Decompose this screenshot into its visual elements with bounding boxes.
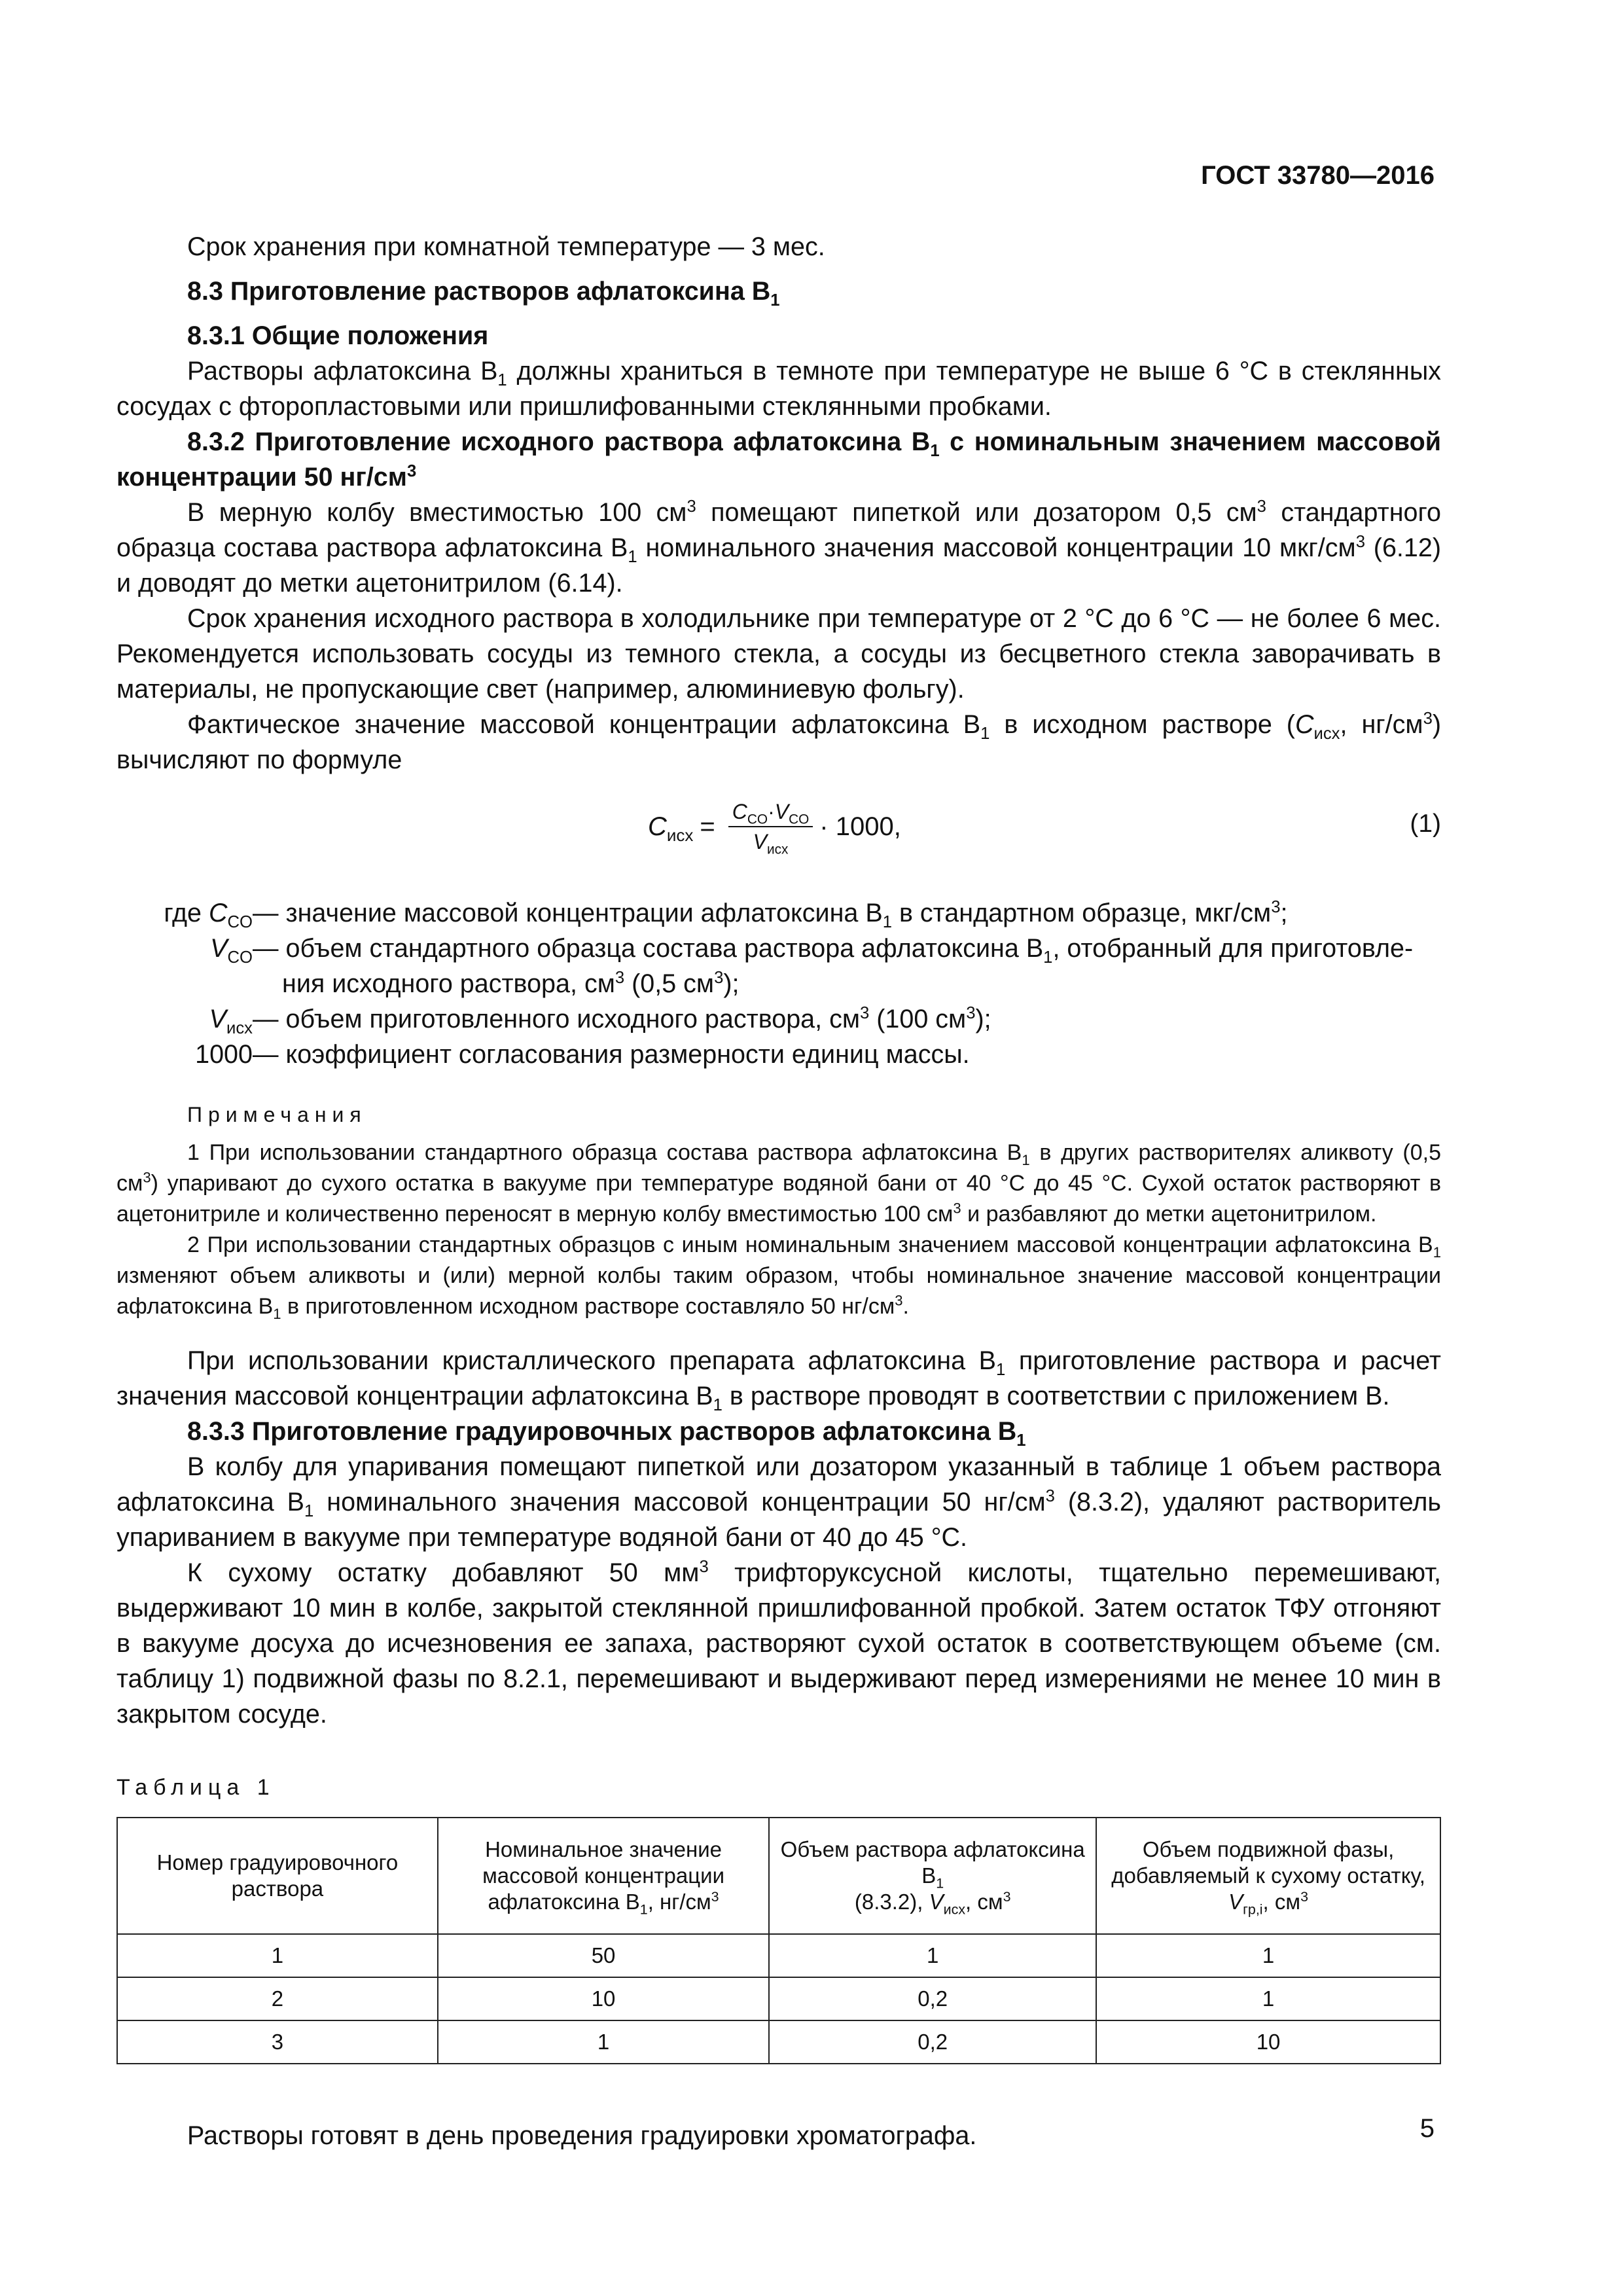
- page-number: 5: [1419, 2114, 1435, 2143]
- paragraph-flask: В мерную колбу вместимостью 100 $см^3$ помещают пипеткой или дозатором 0,5 $см^3$ стандартного образца состава раствора афлатоксина $B_1$ номинального значения массовой концентрации 10 мкг/$см^3$ (6.12) и доводят до метки ацетонитрилом (6.14).: [116, 497, 1441, 598]
- table-row: [117, 1977, 1440, 2020]
- paragraph-storage-fridge: Срок хранения исходного раствора в холодильнике при температуре от 2 °C до 6 °C — не более 6 мес. Рекомендуется использовать сосуды из темного стекла, а сосуды из бесцветного стекла заворачивать в материалы, не пропускающие свет (например, алюминиевую фольгу).: [116, 604, 1441, 704]
- formula-legend: [116, 895, 1441, 1072]
- standard-code: ГОСТ 33780—2016: [1201, 161, 1435, 190]
- legend-item-v-co-cont: ния исходного раствора, $см^3$ (0,5 $см^3$);: [282, 968, 740, 998]
- heading-8-3-2: 8.3.2 Приготовление исходного раствора афлатоксина $B_1$ с номинальным значением массовой концентрации 50 $нг/см^3$: [116, 427, 1442, 492]
- table-cell: 1: [1096, 1934, 1440, 1977]
- note-1: 1 При использовании стандартного образца состава раствора афлатоксина $B_1$ в других растворителях аликвоту (0,5 $см^3$) упаривают до сухого остатка в вакууме при температуре водяной бани от 40 °C до 45 °C. Сухой остаток растворяют в ацетонитриле и количественно переносят в мерную колбу вместимостью 100 $см^3$ и разбавляют до метки ацетонитрилом.: [116, 1140, 1441, 1227]
- table-cell: 0,2: [769, 1977, 1096, 2020]
- table-1: [116, 1817, 1441, 2064]
- table-cell: 50: [438, 1934, 770, 1977]
- table-header-concentration: Номинальное значение массовой концентрации афлатоксина $B_1$, $нг/см^3$: [438, 1818, 770, 1934]
- table-label: Таблица 1: [116, 1775, 276, 1800]
- formula-expression: $C_{исх}$ = $\frac{C_{CO}\cdot V_{CO}}{V_{исх}}$ · 1000,: [648, 800, 901, 857]
- table-row: [117, 2020, 1440, 2064]
- formula-fraction: $\frac{C_{CO}\cdot V_{CO}}{V_{исх}}$: [728, 798, 813, 855]
- paragraph-crystal: При использовании кристаллического препарата афлатоксина $B_1$ приготовление раствора и расчет значения массовой концентрации афлатоксина $B_1$ в растворе проводят в соответствии с приложением В.: [116, 1346, 1441, 1414]
- formula-number: (1): [1410, 810, 1441, 838]
- paragraph-tfa: К сухому остатку добавляют 50 $мм^3$ трифторуксусной кислоты, тщательно перемешивают, выдерживают 10 мин в колбе, закрытой стеклянной пришлифованной пробкой. Затем остаток ТФУ отгоняют в вакууме досуха до исчезновения ее запаха, растворяют сухой остаток в соответствующем объеме (см. таблицу 1) подвижной фазы по 8.2.1, перемешивают и выдерживают перед измерениями не менее 10 мин в закрытом сосуде.: [116, 1557, 1441, 1729]
- table-cell: 10: [1096, 2020, 1440, 2064]
- heading-8-3: 8.3 Приготовление растворов афлатоксина $B_1$: [187, 277, 780, 310]
- table-header-row: [117, 1818, 1440, 1934]
- table-cell: 1: [117, 1934, 438, 1977]
- paragraph-calibration-day: Растворы готовят в день проведения градуировки хроматографа.: [187, 2121, 977, 2150]
- paragraph-general: Растворы афлатоксина $B_1$ должны храниться в темноте при температуре не выше 6 °C в стеклянных сосудах с фторопластовыми или пришлифованными стеклянными пробками.: [116, 357, 1441, 421]
- table-cell: 2: [117, 1977, 438, 2020]
- legend-item-v-co: $V_{CO}$ — объем стандартного образца состава раствора афлатоксина $B_1$, отобранный для приготовле-: [210, 934, 1414, 967]
- notes-heading: Примечания: [187, 1103, 367, 1126]
- table-header-volume-solution: Объем раствора афлатоксина $B_1$ (8.3.2), $V_{исх}$, $см^3$: [769, 1818, 1096, 1934]
- table-cell: 1: [438, 2020, 770, 2064]
- document-body: [116, 229, 1441, 2153]
- note-2: 2 При использовании стандартных образцов с иным номинальным значением массовой концентрации афлатоксина $B_1$ изменяют объем аликвоты и (или) мерной колбы таким образом, чтобы номинальное значение массовой концентрации афлатоксина $B_1$ в приготовленном исходном растворе составляло 50 $нг/см^3$.: [116, 1232, 1441, 1322]
- heading-8-3-3: 8.3.3 Приготовление градуировочных растворов афлатоксина $B_1$: [187, 1417, 1026, 1450]
- table-row: [117, 1934, 1440, 1977]
- paragraph-evaporation: В колбу для упаривания помещают пипеткой или дозатором указанный в таблице 1 объем раствора афлатоксина $B_1$ номинального значения массовой концентрации 50 $нг/см^3$ (8.3.2), удаляют растворитель упариванием в вакууме при температуре водяной бани от 40 до 45 °C.: [116, 1452, 1441, 1552]
- table-header-volume-mobile-phase: Объем подвижной фазы, добавляемый к сухому остатку, $V_{гр,i}$, $см^3$: [1096, 1818, 1440, 1934]
- table-cell: 1: [769, 1934, 1096, 1977]
- legend-item-c-co: где $C_{CO}$ — значение массовой концентрации афлатоксина $B_1$ в стандартном образце, мкг/$см^3$;: [164, 897, 1288, 931]
- legend-item-1000: 1000 — коэффициент согласования размерности единиц массы.: [195, 1040, 970, 1069]
- table-cell: 10: [438, 1977, 770, 2020]
- table-cell: 3: [117, 2020, 438, 2064]
- paragraph-actual-value: Фактическое значение массовой концентрации афлатоксина $B_1$ в исходном растворе ($C_{исх}$, $нг/см^3$) вычисляют по формуле: [116, 709, 1441, 774]
- legend-item-v-isx: $V_{исх}$ — объем приготовленного исходного раствора, $см^3$ (100 $см^3$);: [209, 1003, 991, 1037]
- heading-8-3-1: 8.3.1 Общие положения: [187, 321, 489, 350]
- table-header-solution-number: Номер градуировочного раствора: [117, 1818, 438, 1934]
- table-cell: 0,2: [769, 2020, 1096, 2064]
- table-cell: 1: [1096, 1977, 1440, 2020]
- formula-1: [116, 787, 1441, 885]
- paragraph-storage-room: Срок хранения при комнатной температуре — 3 мес.: [187, 232, 825, 261]
